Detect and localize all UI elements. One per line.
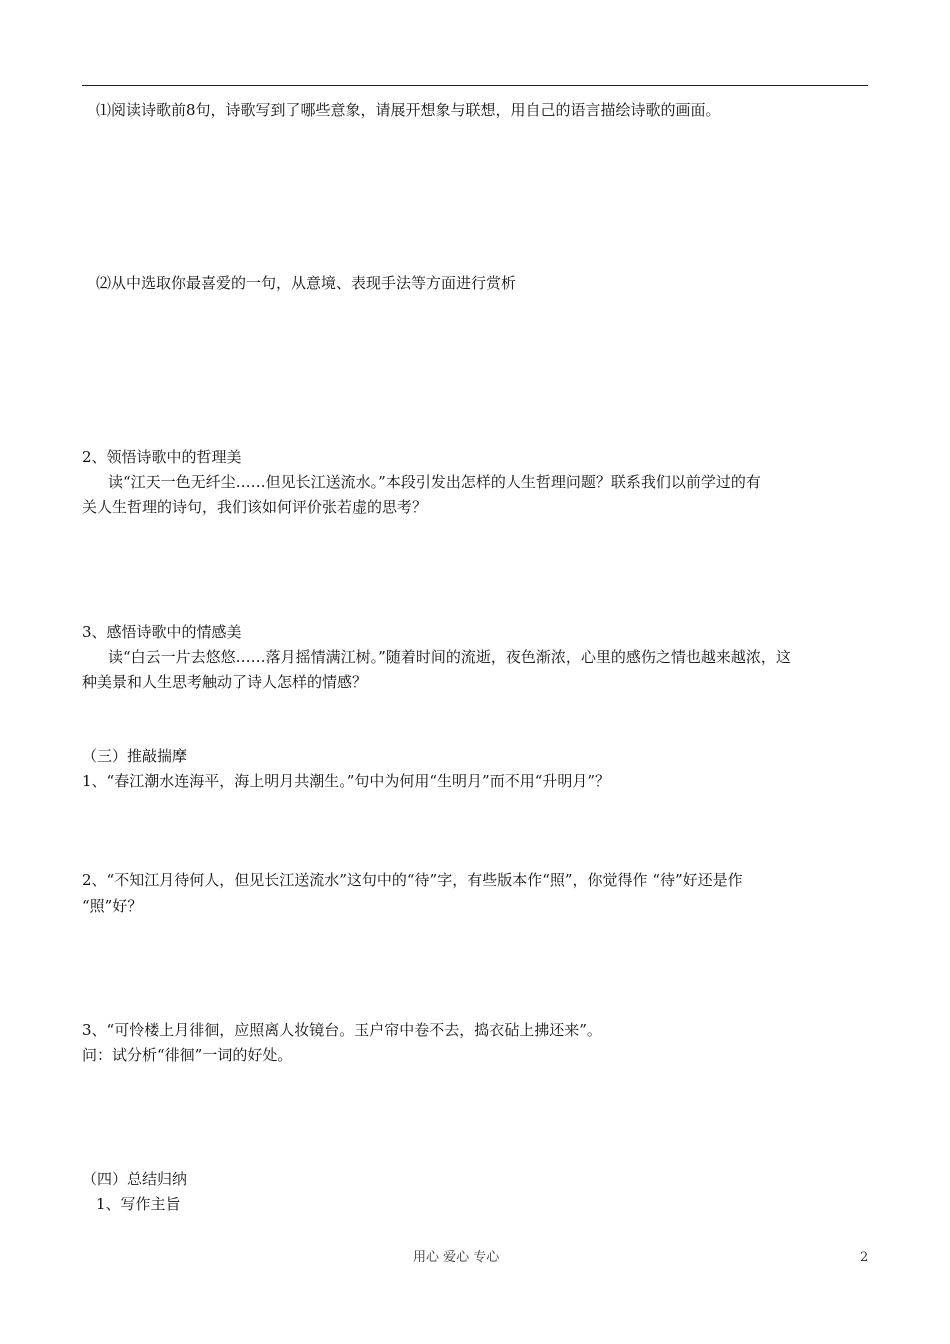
header-rule bbox=[82, 85, 868, 86]
part-3-question-1: 1、“春江潮水连海平，海上明月共潮生。”句中为何用“生明月”而不用“升明月”？ bbox=[82, 772, 611, 790]
section-3-paragraph-line-2: 种美景和人生思考触动了诗人怎样的情感？ bbox=[82, 673, 368, 691]
part-3-question-3-line-2: 问：试分析“徘徊”一词的好处。 bbox=[82, 1046, 293, 1064]
part-3-question-3-line-1: 3、“可怜楼上月徘徊，应照离人妆镜台。玉户帘中卷不去，捣衣砧上拂还来”。 bbox=[82, 1021, 602, 1039]
question-1-2: ⑵从中选取你最喜爱的一句，从意境、表现手法等方面进行赏析 bbox=[96, 274, 517, 292]
part-3-heading: （三）推敲揣摩 bbox=[82, 747, 188, 765]
section-3-paragraph-line-1: 读“白云一片去悠悠……落月摇情满江树。”随着时间的流逝，夜色渐浓，心里的感伤之情也越来越浓，这 bbox=[108, 648, 791, 666]
page-number: 2 bbox=[860, 1250, 869, 1265]
section-2-paragraph-line-1: 读“江天一色无纤尘……但见长江送流水。”本段引发出怎样的人生哲理问题？联系我们以前学过的有 bbox=[108, 473, 761, 491]
section-3-heading: 3、感悟诗歌中的情感美 bbox=[82, 623, 242, 641]
part-4-item-1: 1、写作主旨 bbox=[96, 1195, 181, 1213]
part-3-question-2-line-2: “照”好？ bbox=[82, 897, 143, 915]
section-2-paragraph-line-2: 关人生哲理的诗句，我们该如何评价张若虚的思考？ bbox=[82, 498, 428, 516]
section-2-heading: 2、领悟诗歌中的哲理美 bbox=[82, 448, 242, 466]
question-1-1: ⑴阅读诗歌前8句，诗歌写到了哪些意象，请展开想象与联想，用自己的语言描绘诗歌的画面。 bbox=[96, 101, 721, 119]
part-3-question-2-line-1: 2、“不知江月待何人，但见长江送流水”这句中的“待”字，有些版本作“照”，你觉得作 “待”好还是作 bbox=[82, 871, 743, 889]
footer-slogan: 用心 爱心 专心 bbox=[413, 1250, 500, 1265]
part-4-heading: （四）总结归纳 bbox=[82, 1170, 188, 1188]
